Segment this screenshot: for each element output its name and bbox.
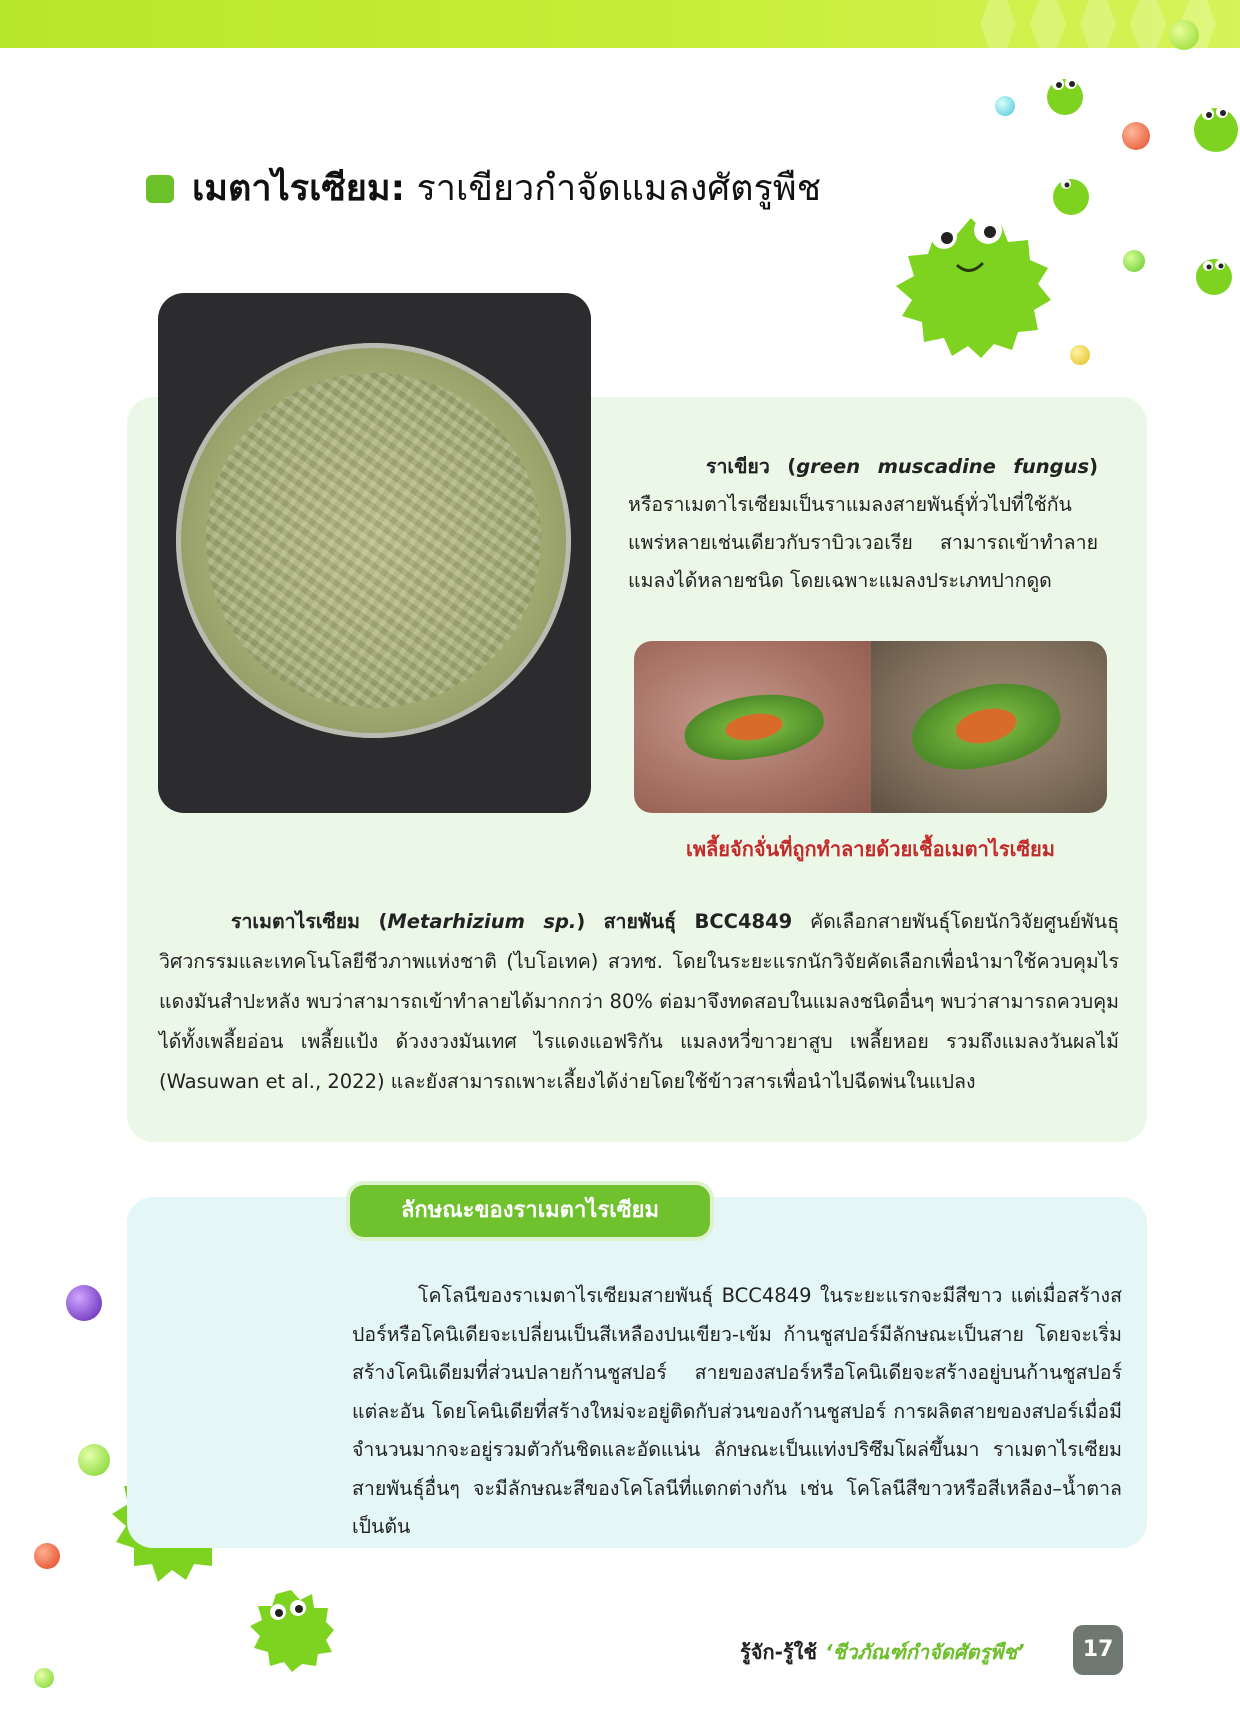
footer-book: รู้จัก-รู้ใช้ — [740, 1640, 817, 1664]
infected-insect-image — [680, 687, 827, 768]
section-heading — [146, 168, 821, 210]
body1-rest: คัดเลือกสายพันธุ์โดยนักวิจัยศูนย์พันธุวิศวกรรมและเทคโนโลยีชีวภาพแห่งชาติ (ไบโอเทค) สวทช. โดยในระยะแรกนักวิจัยคัดเลือกเพื่อนำมาใช้ควบคุมไรแดงมันสำปะหลัง พบว่าสามารถเข้าทำลายได้มากกว่า 80% ต่อมาจึงทดสอบในแมลงชนิดอื่นๆ พบว่าสามารถควบคุมได้ทั้งเพลี้ยอ่อน เพลี้ยแป้ง ด้วงงวงมันเทศ ไรแดงแอฟริกัน แมลงหวี่ขาวยาสูบ เพลี้ยหอย รวมถึงแมลงวันผลไม้ (Wasuwan et al., 2022) และยังสามารถเพาะเลี้ยงได้ง่ายโดยใช้ข้าวสารเพื่อนำไปฉีดพ่นในแปลง — [159, 910, 1119, 1093]
leafhopper-photo — [634, 641, 1107, 813]
hex-decoration — [1080, 0, 1116, 48]
decorative-ball — [34, 1668, 54, 1688]
body-paragraph-1 — [159, 902, 1119, 1102]
mascot-large-icon — [886, 210, 1056, 360]
body2-text: โคโลนีของราเมตาไรเซียมสายพันธุ์ BCC4849 ในระยะแรกจะมีสีขาว แต่เมื่อสร้างสปอร์หรือโคนิเดียจะเปลี่ยนเป็นสีเหลืองปนเขียว-เข้ม ก้านชูสปอร์มีลักษณะเป็นสาย โดยจะเริ่มสร้างโคนิเดียมที่ส่วนปลายก้านชูสปอร์ สายของสปอร์หรือโคนิเดียจะสร้างอยู่บนก้านชูสปอร์แต่ละอัน โดยโคนิเดียที่สร้างใหม่จะอยู่ติดกับส่วนของก้านชูสปอร์ การผลิตสายของสปอร์เมื่อมีจำนวนมากจะอยู่รวมตัวกันชิดและอัดแน่น ลักษณะเป็นแท่งปริซึมโผล่ขึ้นมา ราเมตาไรเซียมสายพันธุ์อื่นๆ จะมีลักษณะสีของโคโลนีที่แตกต่างกัน เช่น โคโลนีสีขาวหรือสีเหลือง–น้ำตาล เป็นต้น — [352, 1284, 1122, 1538]
footer-series: ‘ชีวภัณฑ์กำจัดศัตรูพืช’ — [824, 1640, 1025, 1664]
infected-insect-image — [904, 671, 1067, 780]
top-banner — [0, 0, 1240, 48]
mascot-small-icon — [1186, 100, 1240, 154]
body1-lead-a: ราเมตาไรเซียม ( — [231, 910, 388, 933]
hex-decoration — [980, 0, 1016, 48]
decorative-ball — [1070, 345, 1090, 365]
subsection-heading: ลักษณะของราเมตาไรเซียม — [350, 1185, 710, 1237]
title-bold-part: เมตาไรเซียม: — [192, 168, 406, 209]
intro-rest: หรือราเมตาไรเซียมเป็นราแมลงสายพันธุ์ทั่วไปที่ใช้กันแพร่หลายเช่นเดียวกับราบิวเวอเรีย สามารถเข้าทำลายแมลงได้หลายชนิด โดยเฉพาะแมลงประเภทปากดูด — [628, 493, 1098, 592]
page-number: 17 — [1073, 1625, 1123, 1675]
heading-bullet-icon — [146, 175, 174, 203]
mascot-small-icon — [1190, 252, 1236, 298]
intro-paragraph — [628, 448, 1098, 600]
hex-decoration — [1030, 0, 1066, 48]
intro-lead — [706, 455, 1098, 478]
page-title — [192, 168, 821, 210]
title-rest-part: ราเขียวกำจัดแมลงศัตรูพืช — [405, 168, 822, 209]
decorative-ball — [34, 1543, 60, 1569]
body1-lead-italic: Metarhizium sp. — [387, 910, 577, 933]
leafhopper-photo-right — [871, 641, 1108, 813]
decorative-ball — [995, 96, 1015, 116]
rice-grain-texture — [206, 373, 541, 708]
body1-lead-b: ) สายพันธุ์ BCC4849 — [576, 910, 793, 933]
decorative-ball — [66, 1285, 102, 1321]
intro-lead-italic: green muscadine fungus — [796, 455, 1090, 478]
mascot-medium-icon — [246, 1586, 336, 1672]
intro-lead-close: ) — [1089, 455, 1098, 478]
decorative-ball — [1169, 20, 1199, 50]
figure-caption: เพลี้ยจักจั่นที่ถูกทำลายด้วยเชื้อเมตาไรเซียม — [686, 837, 1055, 861]
decorative-ball — [1123, 250, 1145, 272]
mascot-small-icon — [1048, 172, 1094, 218]
leafhopper-photo-left — [634, 641, 871, 813]
intro-lead-thai: ราเขียว ( — [706, 455, 797, 478]
footer-title — [740, 1629, 1025, 1675]
body-paragraph-2 — [352, 1277, 1122, 1547]
body1-lead — [231, 910, 792, 933]
mascot-small-icon — [1040, 72, 1090, 118]
petri-dish-image — [176, 343, 571, 738]
hex-decoration — [1130, 0, 1166, 48]
decorative-ball — [1122, 122, 1150, 150]
petri-dish-photo — [158, 293, 591, 813]
